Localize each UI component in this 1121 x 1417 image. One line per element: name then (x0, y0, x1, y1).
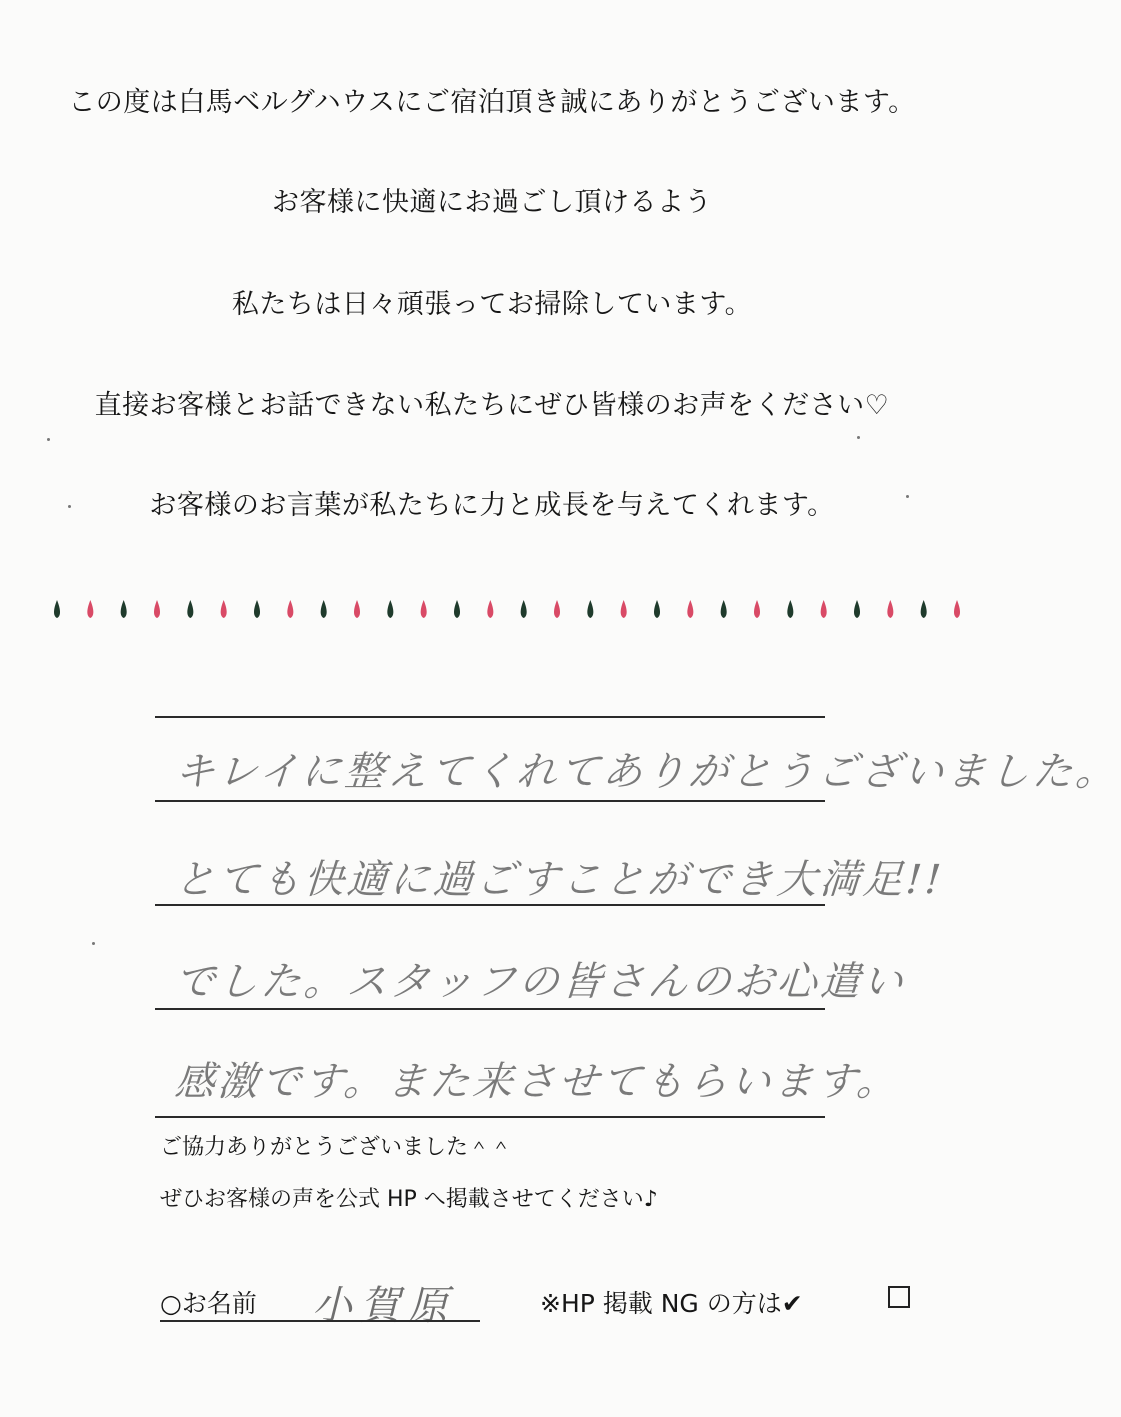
comment-rule-3 (155, 1008, 825, 1010)
intro-line-2: お客様に快適にお過ごし頂けるよう (272, 187, 712, 218)
thanks-text: ご協力ありがとうございました＾＾ (160, 1135, 513, 1160)
comment-line-3: でした。スタッフの皆さんのお心遣い (173, 959, 908, 1005)
divider-drop (554, 600, 560, 618)
comment-rule-top (155, 716, 825, 718)
divider-drop (654, 600, 660, 618)
name-row (160, 1278, 950, 1328)
divider-drop (154, 600, 160, 618)
divider-drop (321, 600, 327, 618)
divider-drop (721, 600, 727, 618)
divider-drop (887, 600, 893, 618)
divider-drop (587, 600, 593, 618)
divider-drop (521, 600, 527, 618)
divider-drop (621, 600, 627, 618)
comment-rule-1 (155, 800, 825, 802)
comment-rule-2 (155, 904, 825, 906)
divider-drop (221, 600, 227, 618)
divider-drop (421, 600, 427, 618)
paper-speck (906, 495, 909, 498)
paper-speck (68, 505, 71, 508)
divider-drop (821, 600, 827, 618)
paper-speck (857, 436, 860, 439)
divider-drop (687, 600, 693, 618)
publish-request-text: ぜひお客様の声を公式 HP へ掲載させてください♪ (160, 1187, 658, 1212)
divider-drop (787, 600, 793, 618)
divider-drop (354, 600, 360, 618)
divider-drop (954, 600, 960, 618)
comment-line-2: とても快適に過ごすことができ大満足!! (173, 857, 946, 903)
divider-drop (254, 600, 260, 618)
intro-line-4: 直接お客様とお話できない私たちにぜひ皆様のお声をください♡ (94, 390, 890, 421)
comment-line-4: 感激です。また来させてもらいます。 (173, 1059, 901, 1105)
name-label: ○お名前 (160, 1289, 257, 1318)
divider-drop (187, 600, 193, 618)
divider-drop (487, 600, 493, 618)
divider-drop (54, 600, 60, 618)
divider-drop (454, 600, 460, 618)
dotted-divider (40, 590, 970, 630)
intro-line-3: 私たちは日々頑張ってお掃除しています。 (231, 289, 753, 320)
divider-drop (287, 600, 293, 618)
divider-drop (921, 600, 927, 618)
divider-drop (387, 600, 393, 618)
comment-line-1: キレイに整えてくれてありがとうございました。 (173, 749, 1120, 795)
name-value[interactable]: 小賀原 (312, 1283, 456, 1329)
divider-drop (121, 600, 127, 618)
hp-ng-checkbox[interactable] (888, 1286, 910, 1308)
paper-speck (92, 942, 95, 945)
divider-drop (87, 600, 93, 618)
hp-ng-label: ※HP 掲載 NG の方は✔ (540, 1289, 803, 1318)
intro-line-5: お客様のお言葉が私たちに力と成長を与えてくれます。 (149, 490, 835, 521)
divider-drop (754, 600, 760, 618)
name-underline (160, 1320, 480, 1322)
intro-line-1: この度は白馬ベルグハウスにご宿泊頂き誠にありがとうございます。 (68, 87, 916, 118)
divider-drop (854, 600, 860, 618)
paper-speck (47, 438, 50, 441)
comment-rule-bottom (155, 1116, 825, 1118)
